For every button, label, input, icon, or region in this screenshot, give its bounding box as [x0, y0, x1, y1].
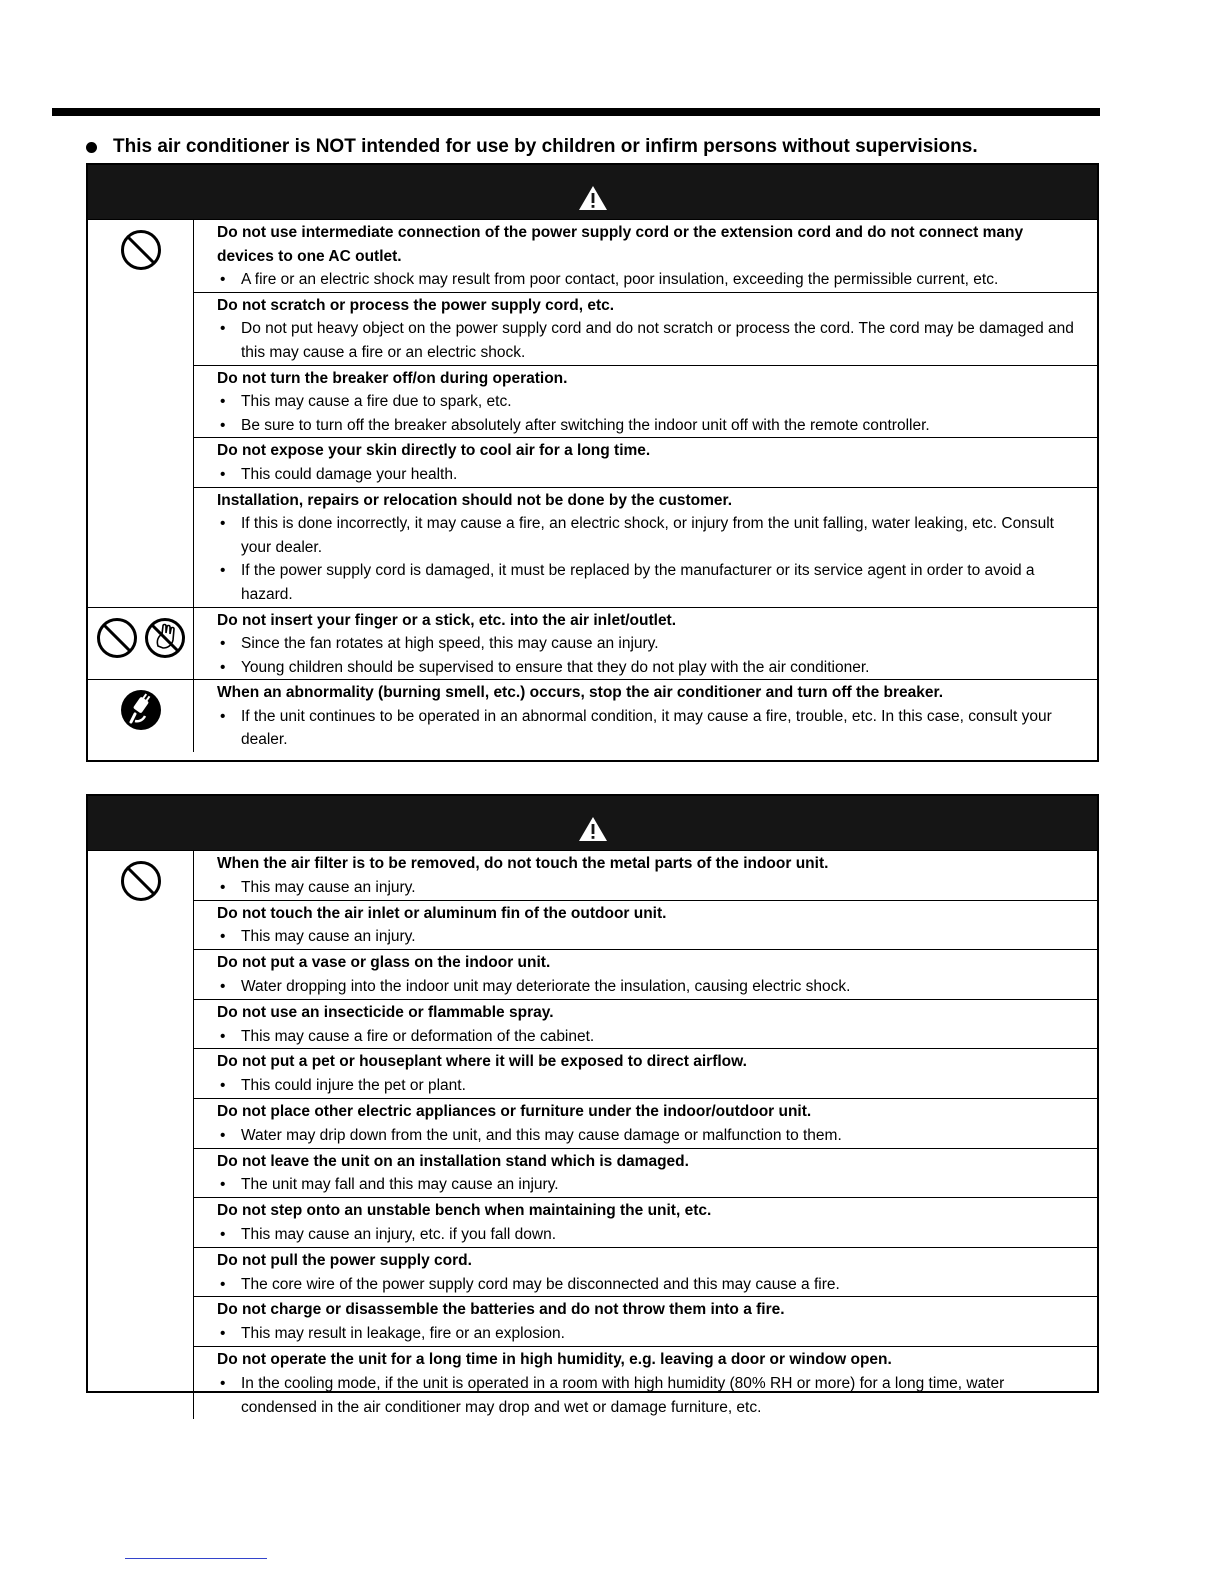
- top-rule: [52, 108, 1100, 116]
- bullet-text: • This may cause an injury, etc. if you fall down.: [217, 1223, 1077, 1247]
- item-heading: Do not scratch or process the power supply cord, etc.: [217, 296, 615, 314]
- bullet-list: [217, 925, 1077, 949]
- bullet-list: [217, 975, 1077, 999]
- icon-cell: [88, 680, 194, 752]
- item-heading: Do not use an insecticide or flammable spray.: [217, 1003, 554, 1021]
- item-list: [194, 851, 1097, 1419]
- safety-item: [194, 220, 1097, 292]
- bullet-list: [217, 1273, 1077, 1297]
- intro-text: This air conditioner is NOT intended for use by children or infirm persons without supervisions.: [113, 136, 978, 157]
- bullet-text: • Since the fan rotates at high speed, this may cause an injury.: [217, 632, 1077, 656]
- bullet-list: [217, 1223, 1077, 1247]
- bullet-text: • Water may drip down from the unit, and this may cause damage or malfunction to them.: [217, 1124, 1077, 1148]
- safety-item: [194, 1148, 1097, 1198]
- bullet-list: [217, 463, 1077, 487]
- item-heading: Installation, repairs or relocation should not be done by the customer.: [217, 491, 733, 509]
- item-heading: Do not charge or disassemble the batteries and do not throw them into a fire.: [217, 1301, 785, 1319]
- bullet-list: [217, 876, 1077, 900]
- safety-item: [194, 487, 1097, 607]
- bullet-text: • This may result in leakage, fire or an explosion.: [217, 1322, 1077, 1346]
- item-heading: Do not operate the unit for a long time in high humidity, e.g. leaving a door or window open.: [217, 1350, 892, 1368]
- safety-item: [194, 1247, 1097, 1297]
- bullet-list: [217, 632, 1077, 679]
- safety-item: [194, 1346, 1097, 1419]
- item-heading: Do not put a pet or houseplant where it will be exposed to direct airflow.: [217, 1053, 747, 1071]
- bullet-list: [217, 1025, 1077, 1049]
- caution-group: [88, 850, 1097, 1419]
- warning-group: [88, 219, 1097, 607]
- bullet-text: • Young children should be supervised to ensure that they do not play with the air conditioner.: [217, 656, 1077, 680]
- bullet-text: • In the cooling mode, if the unit is operated in a room with high humidity (80% RH or more) for a long time, water condensed in the air conditioner may drop and wet or damage furniture, etc.: [217, 1372, 1077, 1420]
- bullet-list: [217, 1124, 1077, 1148]
- bullet-text: • If the unit continues to be operated in an abnormal condition, it may cause a fire, trouble, etc. In this case, consult your dealer.: [217, 705, 1077, 752]
- bullet-text: • If the power supply cord is damaged, it must be replaced by the manufacturer or its service agent in order to avoid a hazard.: [217, 559, 1077, 606]
- safety-item: [194, 851, 1097, 900]
- safety-item: [194, 1048, 1097, 1098]
- bullet-list: [217, 1372, 1077, 1420]
- item-heading: Do not expose your skin directly to cool air for a long time.: [217, 442, 651, 460]
- bullet-list: [217, 1322, 1077, 1346]
- bullet-text: • A fire or an electric shock may result from poor contact, poor insulation, exceeding the permissible current, etc.: [217, 268, 1077, 292]
- bullet-text: • This may cause a fire or deformation of the cabinet.: [217, 1025, 1077, 1049]
- item-list: [194, 220, 1097, 607]
- bullet-text: • This may cause an injury.: [217, 925, 1077, 949]
- item-heading: Do not put a vase or glass on the indoor unit.: [217, 954, 551, 972]
- item-heading: Do not touch the air inlet or aluminum fin of the outdoor unit.: [217, 904, 667, 922]
- warning-group: [88, 679, 1097, 752]
- bullet-list: [217, 512, 1077, 606]
- caution-section: [86, 794, 1099, 1416]
- bullet-text: • The core wire of the power supply cord may be disconnected and this may cause a fire.: [217, 1273, 1077, 1297]
- item-list: [194, 608, 1097, 680]
- item-heading: Do not use intermediate connection of the power supply cord or the extension cord and do not connect many devices to one AC outlet.: [217, 224, 1024, 265]
- item-heading: When an abnormality (burning smell, etc.) occurs, stop the air conditioner and turn off the breaker.: [217, 684, 944, 702]
- item-heading: Do not turn the breaker off/on during operation.: [217, 369, 568, 387]
- intro-line: [86, 133, 1100, 161]
- bullet-list: [217, 268, 1077, 292]
- bullet-list: [217, 317, 1077, 364]
- warning-section: [86, 163, 1099, 762]
- prohibited-icon: [119, 859, 163, 908]
- warning-header: [88, 165, 1097, 219]
- item-heading: Do not step onto an unstable bench when maintaining the unit, etc.: [217, 1202, 712, 1220]
- bullet-text: • This could injure the pet or plant.: [217, 1074, 1077, 1098]
- icon-cell: [88, 608, 194, 680]
- safety-item: [194, 365, 1097, 438]
- bullet-text: • If this is done incorrectly, it may cause a fire, an electric shock, or injury from the unit falling, water leaking, etc. Consult your dealer.: [217, 512, 1077, 559]
- warning-triangle-icon: [578, 816, 608, 842]
- safety-item: [194, 680, 1097, 752]
- safety-item: [194, 1296, 1097, 1346]
- item-heading: Do not leave the unit on an installation stand which is damaged.: [217, 1152, 689, 1170]
- bullet-text: • This may cause an injury.: [217, 876, 1077, 900]
- prohibited-icon: [95, 616, 139, 665]
- icon-cell: [88, 851, 194, 1419]
- bullet-list: [217, 705, 1077, 752]
- bullet-list: [217, 1074, 1077, 1098]
- item-heading: Do not pull the power supply cord.: [217, 1251, 472, 1269]
- bullet-list: [217, 1173, 1077, 1197]
- safety-item: [194, 292, 1097, 365]
- warning-triangle-icon: [578, 185, 608, 211]
- safety-item: [194, 949, 1097, 999]
- footer-link-underline: [125, 1558, 267, 1559]
- safety-item: [194, 900, 1097, 950]
- bullet-text: • Be sure to turn off the breaker absolutely after switching the indoor unit off with the remote controller.: [217, 414, 1077, 438]
- caution-header: [88, 796, 1097, 850]
- unplug-icon: [119, 688, 163, 737]
- item-heading: When the air filter is to be removed, do not touch the metal parts of the indoor unit.: [217, 855, 829, 872]
- bullet-text: • This could damage your health.: [217, 463, 1077, 487]
- icon-cell: [88, 220, 194, 607]
- item-heading: Do not insert your finger or a stick, etc. into the air inlet/outlet.: [217, 611, 677, 629]
- prohibited-icon: [119, 228, 163, 277]
- safety-item: [194, 1098, 1097, 1148]
- bullet-text: • This may cause a fire due to spark, etc.: [217, 390, 1077, 414]
- bullet-dot-icon: [86, 142, 97, 153]
- item-heading: Do not place other electric appliances or furniture under the indoor/outdoor unit.: [217, 1102, 812, 1120]
- safety-item: [194, 1197, 1097, 1247]
- safety-item: [194, 437, 1097, 486]
- bullet-text: • The unit may fall and this may cause an injury.: [217, 1173, 1077, 1197]
- item-list: [194, 680, 1097, 752]
- no-touch-hand-icon: [143, 616, 187, 665]
- bullet-text: • Do not put heavy object on the power supply cord and do not scratch or process the cord. The cord may be damaged and this may cause a fire or an electric shock.: [217, 317, 1077, 364]
- bullet-list: [217, 390, 1077, 437]
- bullet-text: • Water dropping into the indoor unit may deteriorate the insulation, causing electric shock.: [217, 975, 1077, 999]
- safety-item: [194, 608, 1097, 680]
- warning-group: [88, 607, 1097, 680]
- safety-item: [194, 999, 1097, 1049]
